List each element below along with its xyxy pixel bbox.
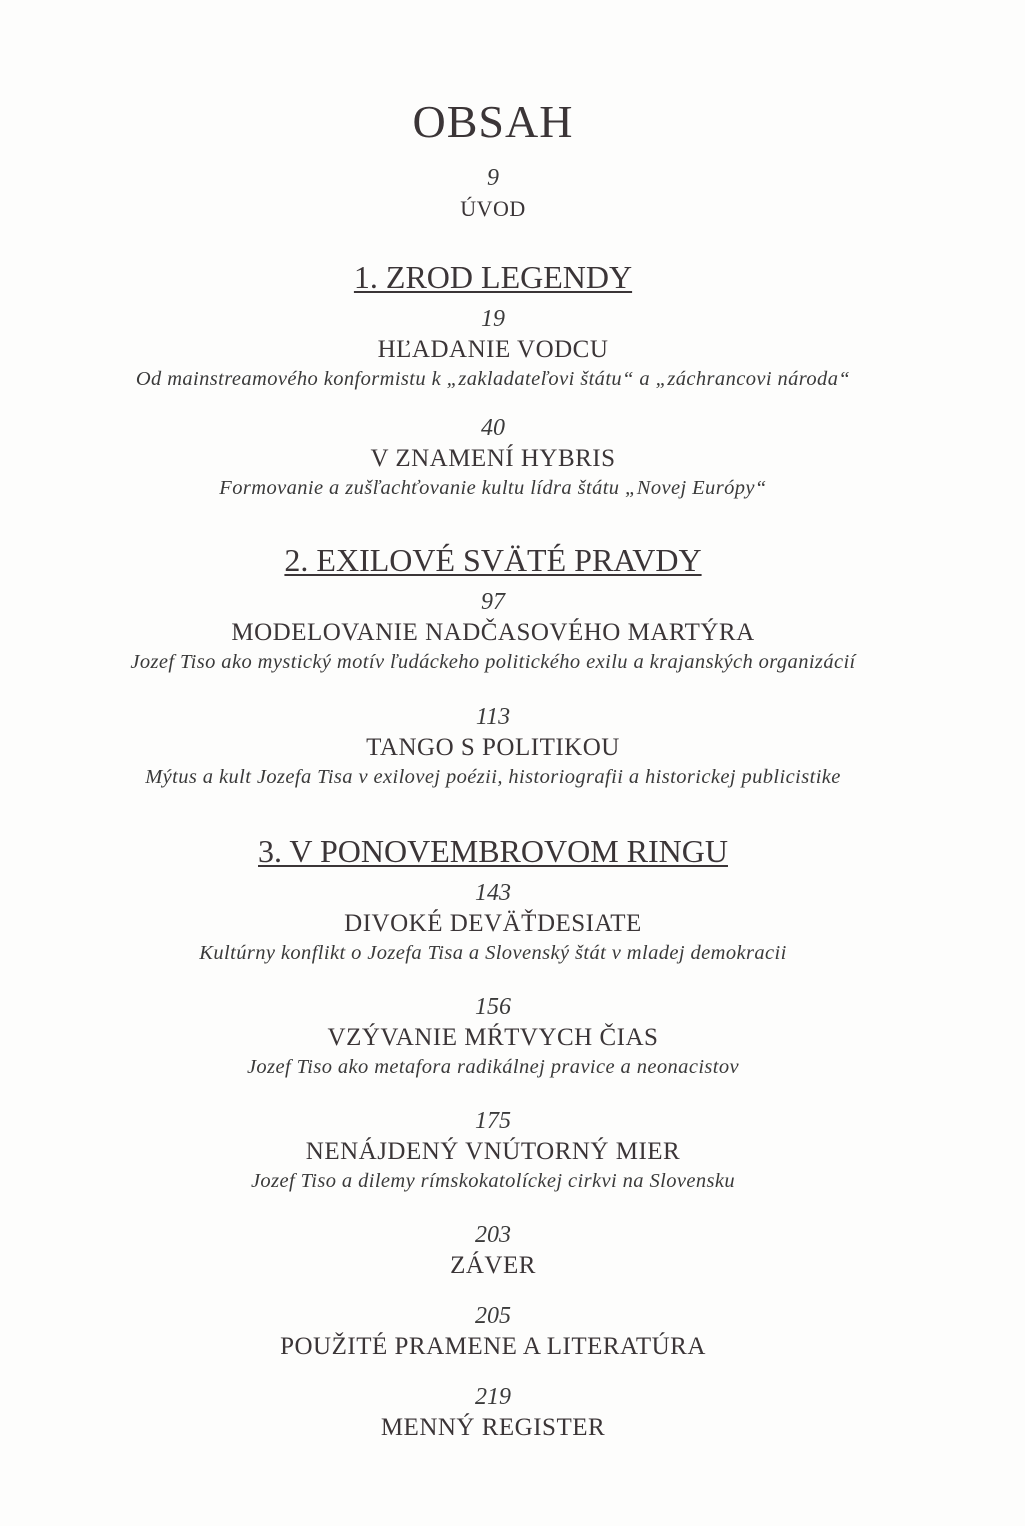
chapter-heading: V ZNAMENÍ HYBRIS: [370, 445, 616, 472]
page-number: 205: [475, 1303, 511, 1329]
page-number: 40: [481, 415, 505, 441]
part-title: 2. EXILOVÉ SVÄTÉ PRAVDY: [284, 542, 702, 578]
chapter-heading: POUŽITÉ PRAMENE A LITERATÚRA: [280, 1333, 706, 1360]
toc-entry-sources[interactable]: [0, 1301, 986, 1363]
toc-entry-index[interactable]: [0, 1382, 986, 1444]
page-title: OBSAH: [412, 96, 574, 147]
chapter-subtitle: Od mainstreamového konformistu k „zakladateľovi štátu“ a „záchrancovi národa“: [135, 368, 851, 390]
chapter-heading: HĽADANIE VODCU: [377, 336, 609, 363]
page-number: 219: [475, 1384, 511, 1410]
toc-entry[interactable]: [0, 1106, 986, 1194]
part-heading-2: [0, 541, 986, 579]
toc-entry[interactable]: [0, 702, 986, 790]
chapter-subtitle: Jozef Tiso a dilemy rímskokatolíckej cirkvi na Slovensku: [250, 1170, 736, 1192]
chapter-heading: VZÝVANIE MŔTVYCH ČIAS: [327, 1024, 659, 1051]
chapter-heading: MODELOVANIE NADČASOVÉHO MARTÝRA: [231, 619, 755, 646]
chapter-heading: DIVOKÉ DEVÄŤDESIATE: [344, 910, 642, 937]
part-title: 1. ZROD LEGENDY: [353, 259, 633, 295]
toc-entry[interactable]: [0, 587, 986, 675]
part-heading-3: [0, 832, 986, 870]
chapter-subtitle: Mýtus a kult Jozefa Tisa v exilovej poézii, historiografii a historickej publicistike: [145, 766, 841, 788]
chapter-heading: ÚVOD: [460, 196, 526, 221]
toc-entry[interactable]: [0, 992, 986, 1080]
chapter-heading: NENÁJDENÝ VNÚTORNÝ MIER: [305, 1138, 681, 1165]
chapter-subtitle: Formovanie a zušľachťovanie kultu lídra štátu „Novej Európy“: [219, 477, 767, 499]
chapter-subtitle: Jozef Tiso ako metafora radikálnej pravice a neonacistov: [246, 1056, 740, 1078]
page-number: 97: [481, 589, 505, 615]
toc-entry[interactable]: [0, 878, 986, 966]
chapter-heading: ZÁVER: [450, 1252, 536, 1279]
chapter-heading: TANGO S POLITIKOU: [366, 734, 620, 761]
page-number: 175: [475, 1108, 511, 1134]
toc-entry-conclusion[interactable]: [0, 1220, 986, 1282]
page-number: 203: [475, 1222, 511, 1248]
part-title: 3. V PONOVEMBROVOM RINGU: [258, 833, 728, 869]
chapter-heading: MENNÝ REGISTER: [380, 1414, 606, 1441]
page-number: 156: [475, 994, 511, 1020]
toc-entry[interactable]: [0, 413, 986, 501]
page-number: 143: [475, 880, 511, 906]
part-heading-1: [0, 258, 986, 296]
chapter-subtitle: Kultúrny konflikt o Jozefa Tisa a Slovenský štát v mladej demokracii: [199, 942, 787, 964]
page-number: 113: [475, 704, 511, 730]
toc-entry-intro[interactable]: [0, 163, 986, 225]
chapter-subtitle: Jozef Tiso ako mystický motív ľudáckeho politického exilu a krajanských organizácií: [130, 651, 856, 673]
page-number: 9: [487, 165, 499, 191]
toc-entry[interactable]: [0, 304, 986, 392]
page-number: 19: [481, 306, 505, 332]
